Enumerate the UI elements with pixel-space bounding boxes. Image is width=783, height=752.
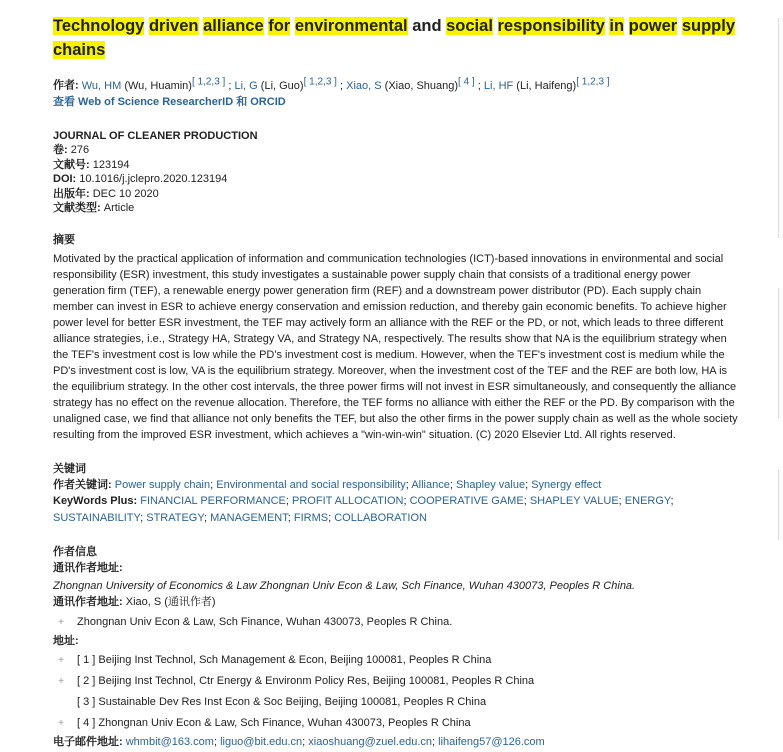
address-text: [ 2 ] Beijing Inst Technol, Ctr Energy & Environm Policy Res, Beijing 100081, Peoples R China <box>77 675 535 688</box>
title-word: driven <box>148 17 199 35</box>
doc-type-value: Article <box>103 202 135 215</box>
title-word: Technology <box>53 17 145 35</box>
right-panel-edge <box>778 288 783 418</box>
address-row <box>53 671 743 692</box>
keyword-link[interactable]: Power supply chain <box>114 478 211 491</box>
authors-line <box>53 74 743 94</box>
title-word: power <box>628 17 678 35</box>
right-panel-edge <box>778 470 783 540</box>
author-link[interactable]: Wu, HM <box>81 79 122 92</box>
author-full-name: (Xiao, Shuang) <box>381 79 459 92</box>
corresponding-address-row <box>53 612 743 633</box>
email-row: 电子邮件地址: whmbit@163.com; liguo@bit.edu.cn; xiaoshuang@zuel.edu.cn; lihaifeng57@126.com <box>53 736 545 749</box>
keyword-link[interactable]: PROFIT ALLOCATION <box>292 495 404 508</box>
corresponding-address-label: 通讯作者地址: <box>53 562 123 575</box>
author-separator: ; <box>474 79 484 92</box>
expand-icon[interactable]: + <box>58 676 64 688</box>
keyword-link[interactable]: COOPERATIVE GAME <box>409 495 524 508</box>
journal-name[interactable]: JOURNAL OF CLEANER PRODUCTION <box>53 129 258 142</box>
author-info-heading: 作者信息 <box>53 546 97 559</box>
corresponding-address: Zhongnan Univ Econ & Law, Sch Finance, Wuhan 430073, Peoples R China. <box>77 616 453 629</box>
title-word: and <box>407 17 447 35</box>
address-text: [ 3 ] Sustainable Dev Res Inst Econ & Soc Beijing, Beijing 100081, Peoples R China <box>77 696 487 709</box>
right-panel-edge <box>778 18 783 238</box>
corresponding-author-row: 通讯作者地址: Xiao, S (通讯作者) <box>53 596 216 609</box>
doi-row: DOI: 10.1016/j.jclepro.2020.123194 <box>53 173 228 186</box>
email-link[interactable]: whmbit@163.com <box>125 736 214 749</box>
abstract-text: Motivated by the practical application of information and communication technologies (ICT)-based innovations in environmental and social responsibility (ESR) investment, this study investigates a sustainable power supply chain that consists of a traditional energy power generation firm (TEF), a renewable energy power generation firm (REF) and a downstream power distributor (PD). Each supply chain member can invest in ESR to achieve energy conservation and emission reduction, and thereby gain economic benefits. To achieve higher power level for better ESR investment, the TEF may actively form an alliance with the REF or the PD, or not, which leads to three different alliance strategies, i.e., Strategy HA, Strategy VA, and Strategy NA, respectively. The results show that NA is the equilibrium strategy when the TEF's investment cost is low while the PD's investment cost is medium. However, when the TEF's investment cost is medium while the PD's investment cost is low, VA is the equilibrium strategy. Moreover, when the investment cost of the TEF and the REF are both low, HA is the equilibrium strategy. In the other cost intervals, the three power firms will not invest in ESR simultaneously, and consequently the alliance strategy has no effect on the revenue allocation. Therefore, the TEF forms no alliance with either the REF or the PD. By comparison with the unaligned case, we find that alliance not only benefits the TEF, but also the other firms in the power supply chain as well as the whole society resulting from the improved ESR investment, which achieves a "win-win-win" situation. (C) 2020 Elsevier Ltd. All rights reserved. <box>53 252 738 441</box>
title-word: alliance <box>203 17 264 35</box>
keyword-link[interactable]: Synergy effect <box>531 478 602 491</box>
article-number-row: 文献号: 123194 <box>53 158 130 171</box>
researcher-id-link[interactable]: 查看 Web of Science ResearcherID 和 ORCID <box>53 95 286 108</box>
address-text: [ 1 ] Beijing Inst Technol, Sch Management & Econ, Beijing 100081, Peoples R China <box>77 654 492 667</box>
author-full-name: (Li, Guo) <box>257 79 304 92</box>
keyword-link[interactable]: Environmental and social responsibility <box>216 478 406 491</box>
author-link[interactable]: Li, HF <box>483 79 514 92</box>
keyword-link[interactable]: COLLABORATION <box>334 511 427 524</box>
volume-value: 276 <box>70 144 90 157</box>
keyword-link[interactable]: MANAGEMENT <box>210 511 288 524</box>
author-affiliation-ref[interactable]: [ 4 ] <box>458 76 475 87</box>
expand-icon[interactable]: + <box>58 617 64 629</box>
expand-icon[interactable]: + <box>58 718 64 730</box>
volume-row: 卷: 276 <box>53 144 90 157</box>
title-word: responsibility <box>497 17 605 35</box>
doi-value: 10.1016/j.jclepro.2020.123194 <box>79 173 228 186</box>
author-link[interactable]: Li, G <box>234 79 258 92</box>
author-separator: ; <box>336 79 347 92</box>
title-word: chains <box>53 41 106 59</box>
keyword-link[interactable]: ENERGY <box>624 495 671 508</box>
keyword-link[interactable]: Alliance <box>411 478 450 491</box>
pub-date-value: DEC 10 2020 <box>92 187 159 200</box>
keyword-link[interactable]: Shapley value <box>455 478 526 491</box>
author-separator: ; <box>225 79 235 92</box>
email-link[interactable]: liguo@bit.edu.cn <box>220 736 303 749</box>
article-title <box>53 14 743 62</box>
author-link[interactable]: Xiao, S <box>346 79 382 92</box>
address-row <box>53 692 743 713</box>
author-affiliation-ref[interactable]: [ 1,2,3 ] <box>191 76 226 87</box>
keywords-heading: 关键词 <box>53 462 86 475</box>
author-affiliation-ref[interactable]: [ 1,2,3 ] <box>576 76 610 87</box>
author-affiliation-ref[interactable]: [ 1,2,3 ] <box>303 76 337 87</box>
source-info <box>53 129 743 216</box>
expand-icon[interactable]: + <box>58 655 64 667</box>
title-word: environmental <box>294 17 408 35</box>
author-full-name: (Li, Haifeng) <box>513 79 577 92</box>
address-text: [ 4 ] Zhongnan Univ Econ & Law, Sch Finance, Wuhan 430073, Peoples R China <box>77 717 471 730</box>
address-label: 地址: <box>53 635 79 648</box>
title-word <box>493 17 498 35</box>
keyword-link[interactable]: SUSTAINABILITY <box>53 511 141 524</box>
title-word: in <box>609 17 625 35</box>
title-word: for <box>268 17 291 35</box>
authors-label: 作者: <box>53 79 79 92</box>
keyword-link[interactable]: SHAPLEY VALUE <box>529 495 619 508</box>
email-link[interactable]: lihaifeng57@126.com <box>438 736 545 749</box>
address-row <box>53 650 743 671</box>
corresponding-organization: Zhongnan University of Economics & Law Zhongnan Univ Econ & Law, Sch Finance, Wuhan 430073, Peoples R China. <box>53 580 636 593</box>
title-word <box>624 17 629 35</box>
keyword-link[interactable]: FINANCIAL PERFORMANCE <box>140 495 286 508</box>
author-keywords: 作者关键词: Power supply chain; Environmental and social responsibility; Alliance; Shapley value; Synergy effect <box>53 478 602 491</box>
keyword-link[interactable]: FIRMS <box>293 511 329 524</box>
record-page <box>53 14 743 750</box>
abstract-heading: 摘要 <box>53 233 75 246</box>
email-link[interactable]: xiaoshuang@zuel.edu.cn <box>308 736 432 749</box>
author-list <box>81 76 610 92</box>
article-number-value: 123194 <box>92 158 130 171</box>
keywords-plus: KeyWords Plus: FINANCIAL PERFORMANCE; PROFIT ALLOCATION; COOPERATIVE GAME; SHAPLEY VALUE; ENERGY; SUSTAINABILITY; STRATEGY; MANAGEMENT; FIRMS; COLLABORATION <box>53 495 674 524</box>
author-full-name: (Wu, Huamin) <box>121 79 192 92</box>
corresponding-author: Xiao, S (通讯作者) <box>125 596 216 609</box>
pub-date-row: 出版年: DEC 10 2020 <box>53 187 159 200</box>
title-word: social <box>446 17 493 35</box>
address-row <box>53 713 743 734</box>
address-list <box>53 650 743 734</box>
title-word: supply <box>681 17 736 35</box>
keyword-link[interactable]: STRATEGY <box>146 511 204 524</box>
doc-type-row: 文献类型: Article <box>53 202 135 215</box>
